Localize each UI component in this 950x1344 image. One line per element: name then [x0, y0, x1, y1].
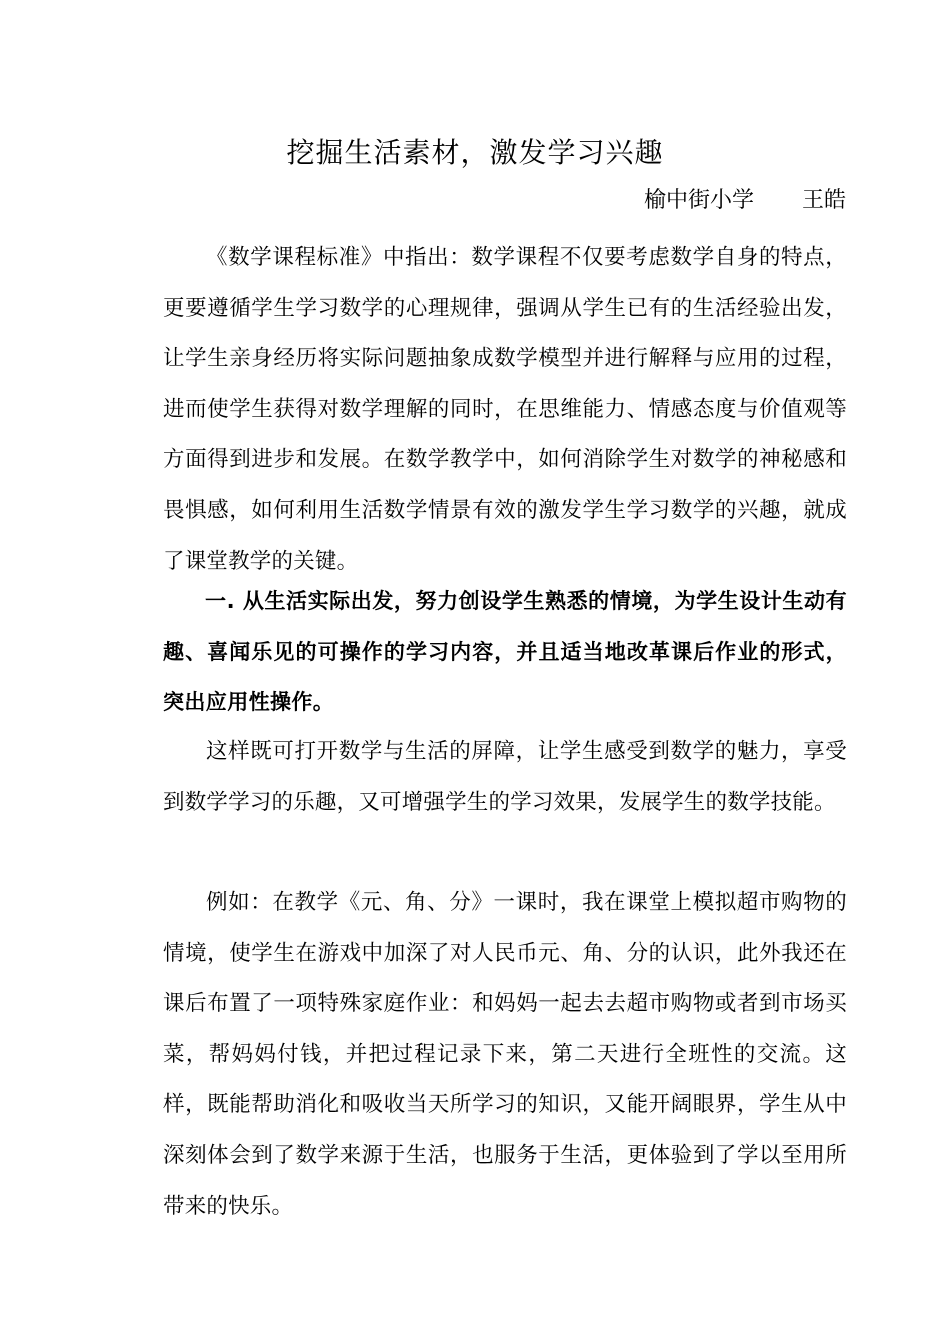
body-paragraph: 这样既可打开数学与生活的屏障，让学生感受到数学的魅力，享受到数学学习的乐趣，又可增强学生的学习效果，发展学生的数学技能。	[163, 739, 847, 815]
author-name: 王皓	[801, 188, 846, 213]
example-paragraph: 例如：在教学《元、角、分》一课时，我在课堂上模拟超市购物的情境，使学生在游戏中加深了对人民币元、角、分的认识，此外我还在课后布置了一项特殊家庭作业：和妈妈一起去去超市购物或者到市场买菜，帮妈妈付钱，并把过程记录下来，第二天进行全班性的交流。这样，既能帮助消化和吸收当天所学习的知识，又能开阔眼界，学生从中深刻体会到了数学来源于生活，也服务于生活，更体验到了学以至用所带来的快乐。	[163, 890, 847, 1219]
document-title: 挖掘生活素材，激发学习兴趣	[286, 136, 664, 169]
intro-paragraph: 《数学课程标准》中指出：数学课程不仅要考虑数学自身的特点，更要遵循学生学习数学的心理规律，强调从学生已有的生活经验出发，让学生亲身经历将实际问题抽象成数学模型并进行解释与应用的过程，进而使学生获得对数学理解的同时，在思维能力、情感态度与价值观等方面得到进步和发展。在数学教学中，如何消除学生对数学的神秘感和畏惧感，如何利用生活数学情景有效的激发学生学习数学的兴趣，就成了课堂教学的关键。	[163, 245, 847, 574]
school-name: 榆中街小学	[643, 188, 754, 213]
byline	[644, 184, 846, 218]
section-heading: 一. 从生活实际出发，努力创设学生熟悉的情境，为学生设计生动有趣、喜闻乐见的可操作的学习内容，并且适当地改革课后作业的形式，突出应用性操作。	[163, 589, 847, 715]
